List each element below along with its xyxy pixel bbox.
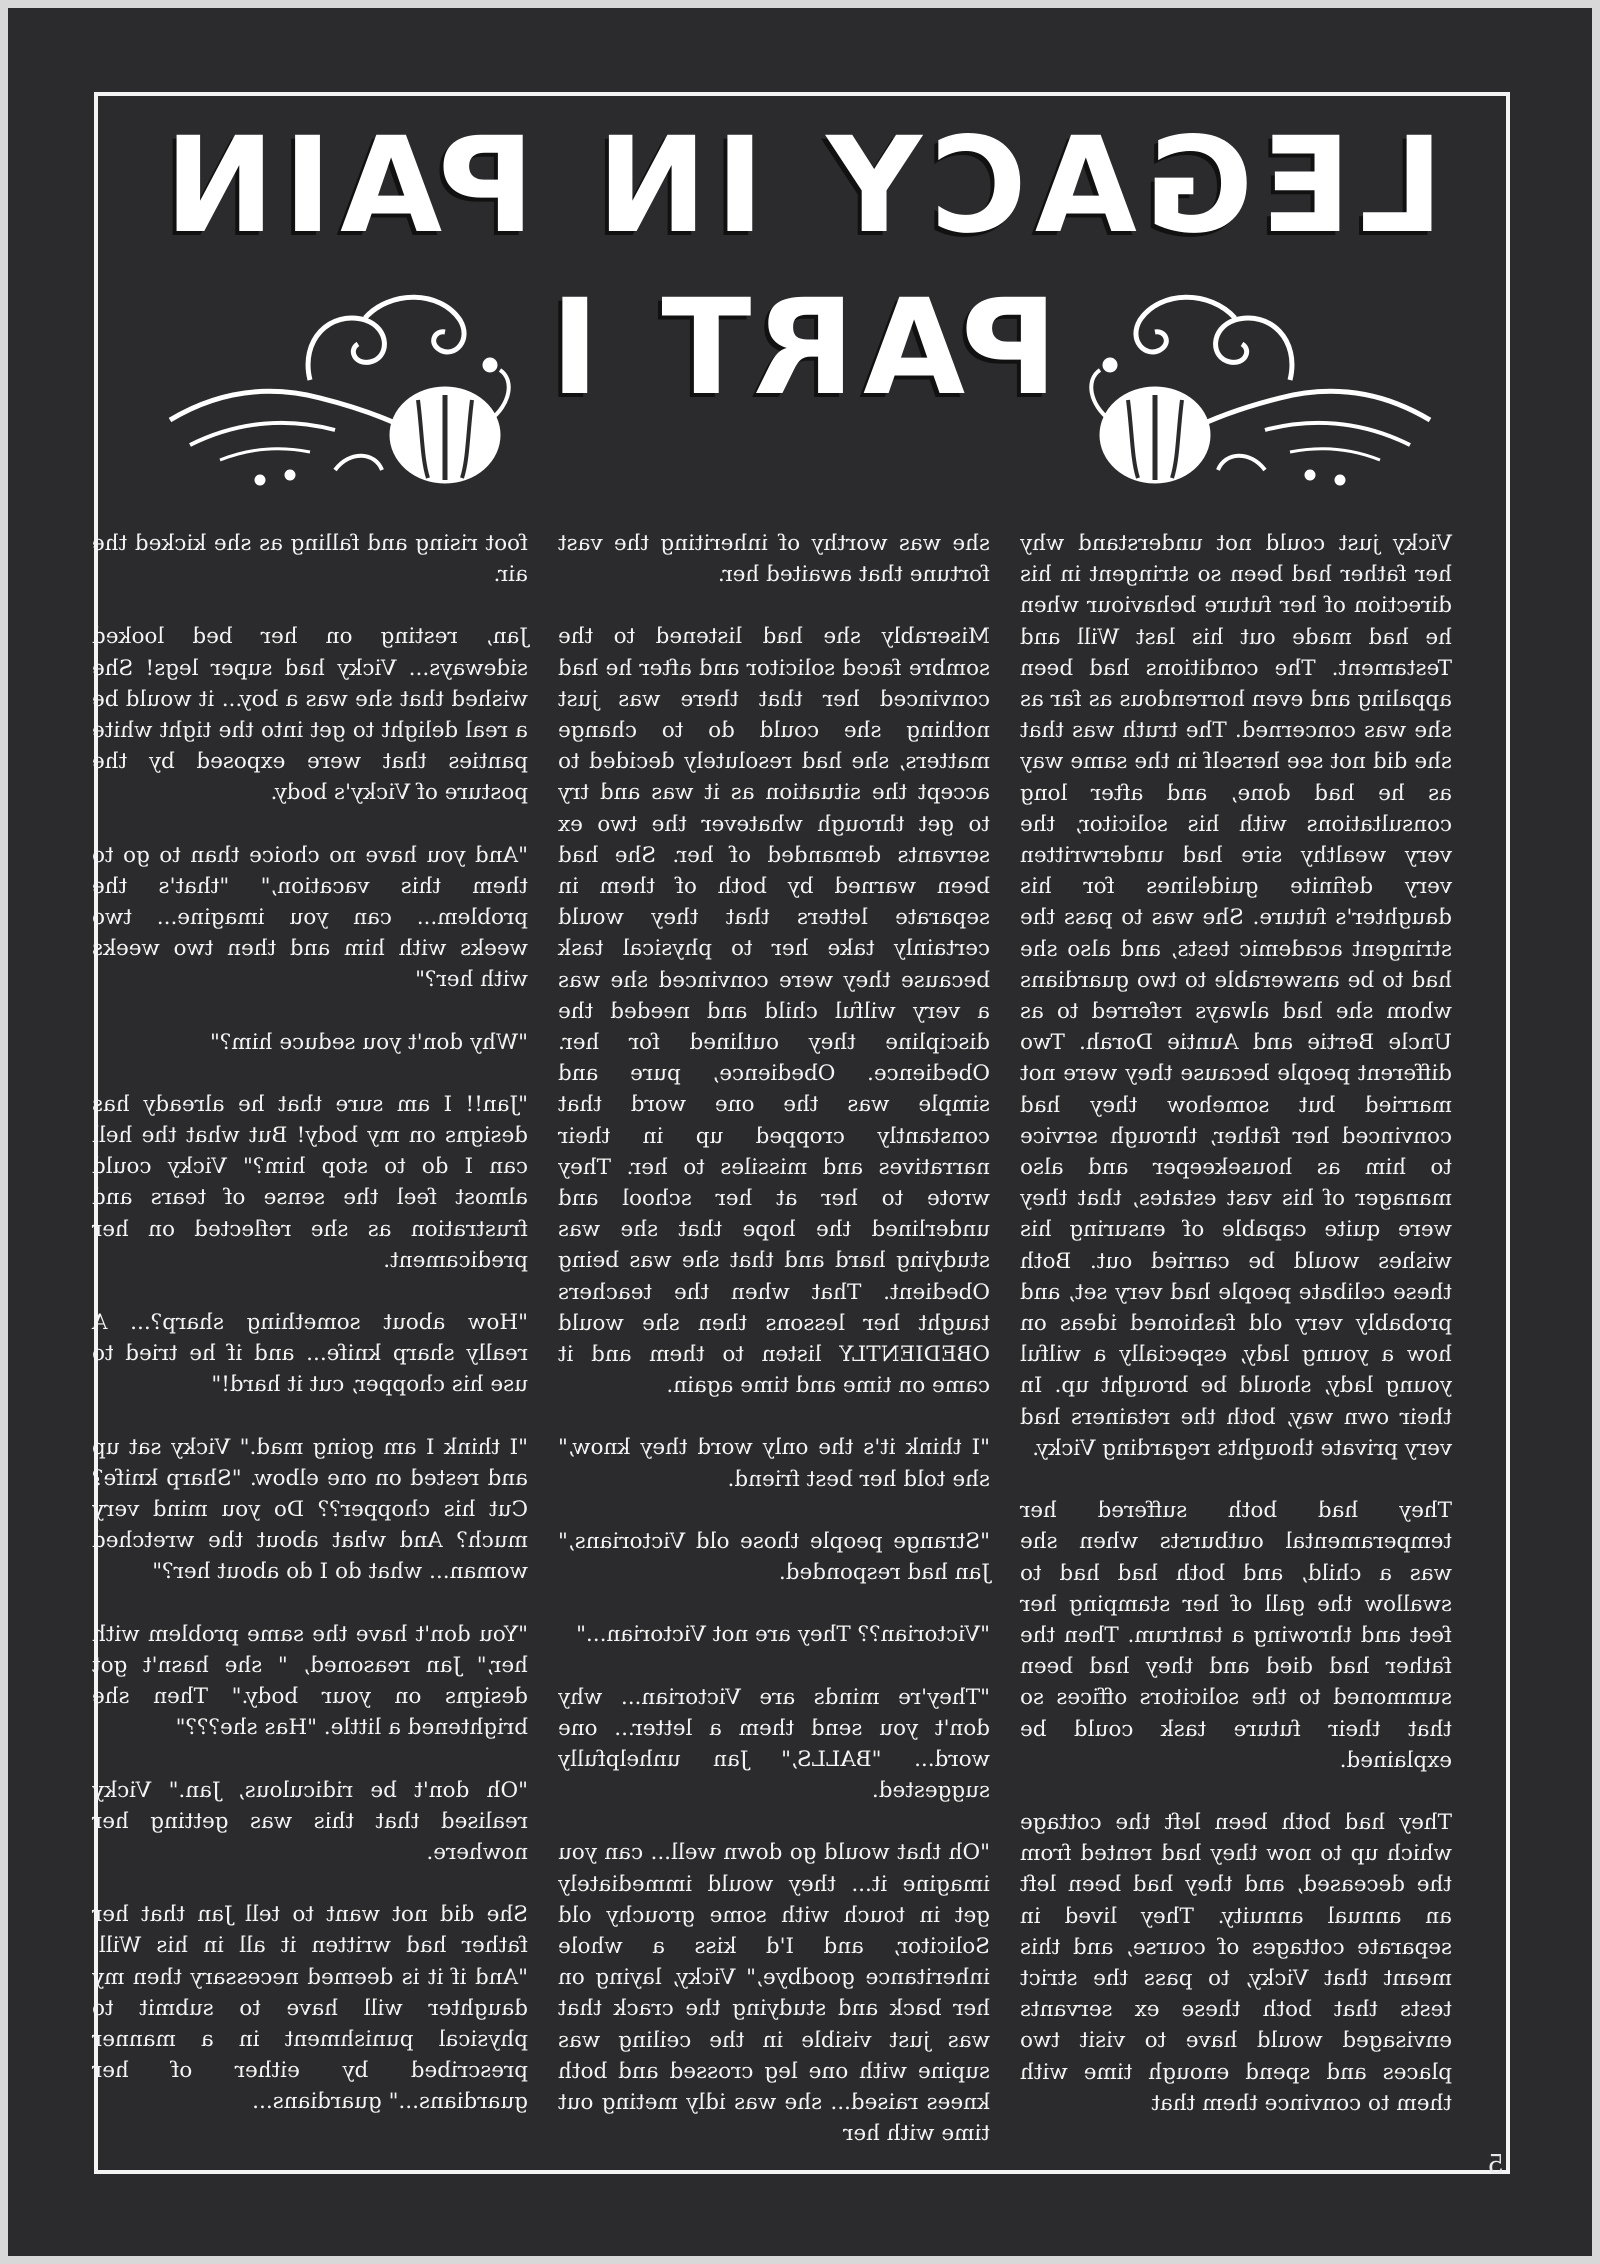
paragraph: "And you have no choice than to go to them this vacation," "that's the problem... can you imagine... two weeks with him and then two weeks with her?" (92, 842, 528, 993)
page-number: 5 (1487, 2150, 1504, 2180)
floral-scroll-icon (1080, 270, 1440, 490)
floral-scroll-icon (160, 270, 520, 490)
article-column-1 (1020, 528, 1452, 2150)
paragraph: She did not want to tell Jan that her father had written it all in his Will. "And if it is deemed necessary then my daughter will have to submit to physical punishment in a manner prescribed by either of her guardians..." guardians... (92, 1902, 528, 2115)
article-column-2 (558, 528, 990, 2180)
paragraph: she was worthy of inheriting the vast fortune that awaited her. (558, 531, 990, 588)
paragraph: "I think I am going mad." Vicky sat up and rested on one elbow. "Sharp knife? Cut his chopper?? Do you mind very much? And what about the wretched woman... what do I do about her?" (92, 1434, 528, 1585)
paragraph: "How about something sharp?... A really sharp knife... and if he tried to use his chopper, cut it hard!" (92, 1310, 528, 1398)
paragraph: "You don't have the same problem with her," Jan reasoned, " she hasn't got designs on your body." Then she brightened a little. "Has she???" (92, 1621, 528, 1741)
title-line-2: PART I (542, 271, 1058, 425)
paragraph: They had both suffered her temperamental outbursts when she was a child, and both had had to swallow the gall of her stamping her feet and throwing a tantrum. Then the father had died and they had been summoned to the solicitors offices so that their future task could be explained. (1020, 1498, 1452, 1773)
article-columns (92, 528, 1452, 2148)
paragraph: "I think it's the only word they know," she told her best friend. (558, 1435, 990, 1492)
paragraph: They had both been left the cottage which up to now they had rented from the deceased, and they had been left an annual annuity. They lived in separate cottages of course, and this meant that Vicky, to pass the strict tests that both these ex servants envisaged would have to visit two places and spend enough time with them to convince them that (1020, 1809, 1452, 2116)
paragraph: Jan, resting on her bed looked sideways... Vicky had super legs! She wished that she was a boy... it would be a real delight to get into the tight white panties that were exposed by the posture of Vicky's body. (92, 624, 528, 806)
paragraph: "Strange people those old Victorians," Jan had responded. (558, 1528, 990, 1586)
paragraph: Miserably she had listened to the sombre faced solicitor and after he had convinced her that there was just nothing she could do to change matters, she had resolutely decided to accept the situation as it was and try to get through whatever the two ex servants demanded of her. She had been warned by both of them in separate letters that they would certainly take her to physical task because they were convinced she was a very wilful child and needed the discipline they outlined for her. Obedience. Obedience, pure and simple was the one word that constantly cropped up in their narratives and missiles to her. They wrote to her at her school and underlined the hope that she was studying hard and that she was being Obedient. That when the teachers taught her lessons then she would OBEDIENTLY listen to them and it came on time and time again. (558, 624, 990, 1399)
paragraph: "Why don't you seduce him?" (209, 1029, 528, 1055)
paragraph: "Oh don't be ridiculous, Jan." Vicky realised that this was getting her nowhere. (92, 1777, 528, 1865)
paragraph: "Jan!! I am sure that he already has designs on my body! But what the hell can I do to stop him?" Vicky could almost feel the sense of tears and frustration as she reflected on her predicament. (92, 1091, 528, 1273)
title-line-1: LEGACY IN PAIN (156, 109, 1444, 263)
paragraph: "Victorian?? They are not Victorian..." (576, 1622, 990, 1648)
paragraph: Vicky just could not understand why her father had been so stringent in his direction of her future behaviour when he had made out his last Will and Testament. The conditions had been appaling and even horrendous as far as she was concerned. The truth was that she did not see herself in the same way as he had done, and after long consultations with his solicitor, the very wealthy sire had underwritten very definite guidelines for his daughter's future. She was to pass the stringent academic tests, and also she had to be answerable to two guardians whom she had always referred to as Uncle Bertie and Auntie Dorah. Two different people because they were not married but somehow they had convinced her father, through service to him as housekeeper and also manager of his vast estates, that they were quite capable of ensuring his wishes would be carried out. Both these celibate people had very set, and probably very old fashioned ideas on how a young lady, especially a wilful young lady, should be brought up. In their own way, both the retainers had very private thoughts regarding Vicky. (1020, 531, 1452, 1461)
paragraph: "They're minds are Victorian... why don't you send them a letter... one word... "BALLS," Jan unhelpfully suggested. (558, 1684, 990, 1804)
paragraph: "Oh that would go down well... can you imagine it... they would immediately get in touch with some grouchy old Solicitor, and I'd kiss a whole inheritance goodbye," Vicky, laying on her back and studying the crack that was just visible in the ceiling was supine with one leg crossed and both knees raised... she was idly meting out time with her (558, 1840, 990, 2147)
paragraph: foot rising and falling as she kicked the air. (92, 531, 528, 588)
article-column-3 (92, 528, 528, 2149)
